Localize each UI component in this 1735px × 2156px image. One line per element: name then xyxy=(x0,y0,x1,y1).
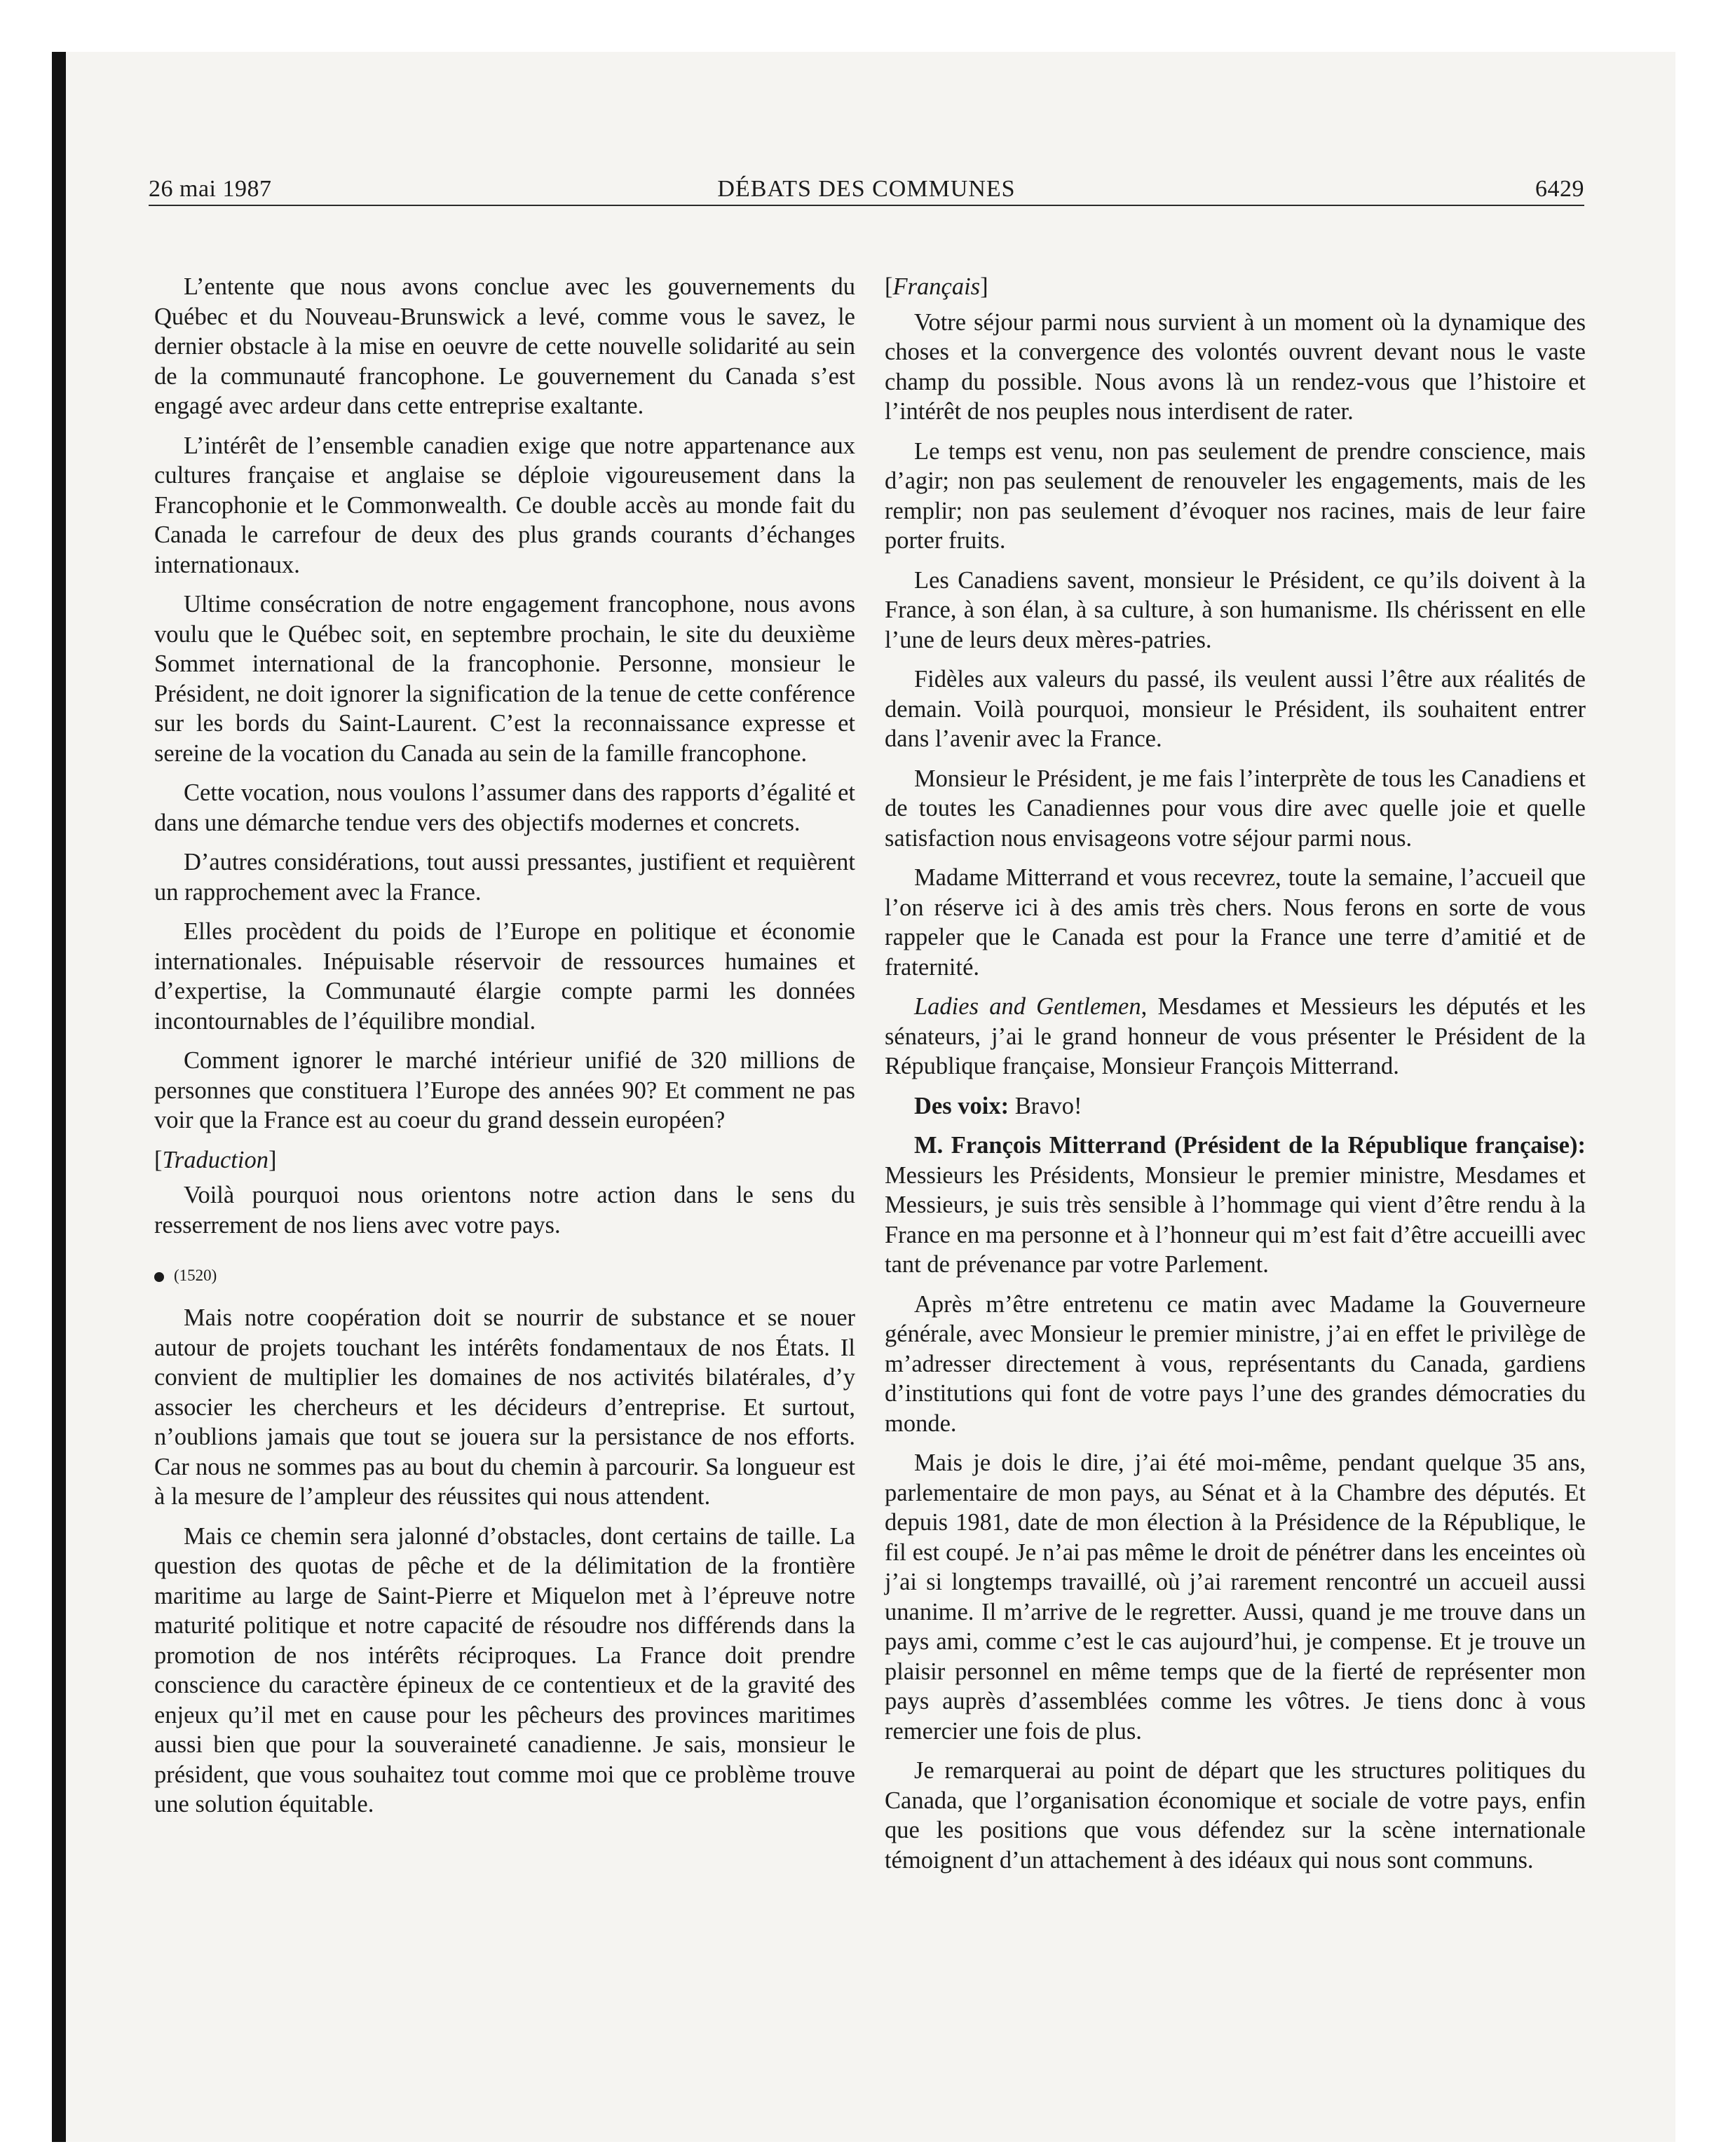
english-phrase: Ladies and Gentlemen xyxy=(914,993,1141,1020)
bracket-open: [ xyxy=(154,1146,163,1173)
bracket-close: ] xyxy=(980,273,988,300)
paragraph: Monsieur le Président, je me fais l’interprète de tous les Canadiens et de toutes les Canadiennes pour vous dire avec quelle joie et quelle satisfaction nous envisageons votre séjour parmi nous. xyxy=(885,765,1586,852)
speaker-name: M. François Mitterrand xyxy=(914,1132,1166,1159)
tag-word: Traduction xyxy=(162,1146,268,1173)
paragraph: Madame Mitterrand et vous recevrez, toute la semaine, l’accueil que l’on réserve ici à des amis très chers. Nous ferons en sorte de vous rappeler que le Canada est pour la France une terre d’amitié et de fraternité. xyxy=(885,864,1586,981)
paragraph: Le temps est venu, non pas seulement de prendre conscience, mais d’agir; non pas seulement de renouveler les engagements, mais de les remplir; non pas seulement d’évoquer nos racines, mais de leur faire porter fruits. xyxy=(885,437,1586,554)
paragraph: Je remarquerai au point de départ que les structures politiques du Canada, que l’organisation économique et sociale de votre pays, enfin que les positions que vous défendez sur la scène internationale témoignent d’un attachement à des idéaux qui nous sont communs. xyxy=(885,1757,1586,1874)
paragraph: Ultime consécration de notre engagement francophone, nous avons voulu que le Québec soit, en septembre prochain, le site du deuxième Sommet international de la francophonie. Personne, monsieur le Président, ne doit ignorer la signification de la tenue de cette conférence sur les bords du Saint-Laurent. C’est la reconnaissance expresse et sereine de la vocation du Canada au sein de la famille francophone. xyxy=(154,591,855,767)
speaker-text: Bravo! xyxy=(1009,1092,1082,1119)
right-column xyxy=(885,272,1586,1885)
paren-open: ( xyxy=(1166,1132,1183,1159)
page-number: 6429 xyxy=(1535,176,1584,202)
speech-opening xyxy=(885,1131,1586,1280)
paragraph: Mais notre coopération doit se nourrir de substance et se nouer autour de projets touchant les intérêts fondamentaux de nos États. Il convient de multiplier les domaines de nos activités bilatérales, d’y associer les chercheurs et les décideurs d’entreprise. Et surtout, n’oublions jamais que tout se jouera sur la persistance de nos efforts. Car nous ne sommes pas au bout du chemin à parcourir. Sa longueur est à la mesure de l’ampleur des réussites qui nous attendent. xyxy=(154,1304,855,1510)
left-column xyxy=(154,272,855,1829)
paragraph xyxy=(885,992,1586,1082)
paragraph-text: , Mesdames et Messieurs les députés et les sénateurs, j’ai le grand honneur de vous présenter le Président de la République française, Monsieur François Mitterrand. xyxy=(885,993,1586,1079)
time-marker-text: (1520) xyxy=(174,1267,217,1284)
speaker-line xyxy=(885,1091,1586,1121)
speech-text: Messieurs les Présidents, Monsieur le premier ministre, Mesdames et Messieurs, je suis très sensible à l’hommage qui vient d’être rendu à la France en ma personne et à l’honneur qui m’est fait d’être accueilli avec tant de prévenance par votre Parlement. xyxy=(885,1161,1586,1278)
translation-tag xyxy=(154,1145,855,1175)
speaker-label: Des voix: xyxy=(914,1092,1009,1119)
paren-close: ): xyxy=(1570,1132,1586,1159)
paragraph: Elles procèdent du poids de l’Europe en politique et économie internationales. Inépuisable réservoir de ressources humaines et d’expertise, la Communauté élargie compte parmi les données incontournables de l’équilibre mondial. xyxy=(154,918,855,1035)
paragraph: Voilà pourquoi nous orientons notre action dans le sens du resserrement de nos liens avec votre pays. xyxy=(154,1182,855,1239)
bullet-icon xyxy=(154,1272,164,1282)
tag-word: Français xyxy=(892,273,981,300)
paragraph: D’autres considérations, tout aussi pressantes, justifient et requièrent un rapprochement avec la France. xyxy=(154,849,855,906)
paragraph: L’entente que nous avons conclue avec les gouvernements du Québec et du Nouveau-Brunswick a levé, comme vous le savez, le dernier obstacle à la mise en oeuvre de cette nouvelle solidarité au sein de la communauté francophone. Le gouvernement du Canada s’est engagé avec ardeur dans cette entreprise exaltante. xyxy=(154,273,855,419)
paragraph: Votre séjour parmi nous survient à un moment où la dynamique des choses et la convergence des volontés ouvrent devant nous le vaste champ du possible. Nous avons là un rendez-vous que l’histoire et l’intérêt de nos peuples nous interdisent de rater. xyxy=(885,308,1586,425)
header-title: DÉBATS DES COMMUNES xyxy=(717,176,1016,202)
speaker-role: Président de la République française xyxy=(1182,1132,1570,1159)
paragraph: Mais ce chemin sera jalonné d’obstacles, dont certains de taille. La question des quotas de pêche et de la délimitation de la frontière maritime au large de Saint-Pierre et Miquelon met à l’épreuve notre maturité politique et notre capacité de résoudre nos différends dans la promotion de nos intérêts réciproques. La France doit prendre conscience du caractère épineux de ce contentieux et de la gravité des enjeux qu’il met en cause pour les pêcheurs des provinces maritimes aussi bien que pour la souveraineté canadienne. Je sais, monsieur le président, que vous souhaitez tout comme moi que ce problème trouve une solution équitable. xyxy=(154,1522,855,1817)
paragraph: Mais je dois le dire, j’ai été moi-même, pendant quelque 35 ans, parlementaire de mon pays, au Sénat et à la Chambre des députés. Et depuis 1981, date de mon élection à la Présidence de la République, le fil est coupé. Je n’ai pas même le droit de pénétrer dans les enceintes où j’ai si longtemps travaillé, où j’ai rarement rencontré un accueil aussi unanime. Il m’arrive de le regretter. Aussi, quand je me trouve dans un pays ami, comme c’est le cas aujourd’hui, je compense. Et je trouve un plaisir personnel en même temps que de la fierté de représenter mon pays auprès d’assemblées comme les vôtres. Je tiens donc à vous remercier une fois de plus. xyxy=(885,1449,1586,1745)
paragraph: Après m’être entretenu ce matin avec Madame la Gouverneure générale, avec Monsieur le premier ministre, j’ai en effet le privilège de m’adresser directement à vous, représentants du Canada, gardiens d’institutions qui font de votre pays l’une des grandes démocraties du monde. xyxy=(885,1290,1586,1437)
header-date: 26 mai 1987 xyxy=(149,176,272,202)
bracket-open: [ xyxy=(885,273,893,300)
language-tag xyxy=(885,272,1586,302)
time-marker xyxy=(154,1265,855,1286)
bracket-close: ] xyxy=(268,1146,277,1173)
paragraph: Comment ignorer le marché intérieur unifié de 320 millions de personnes que constituera l’Europe des années 90? Et comment ne pas voir que la France est au coeur du grand dessein européen? xyxy=(154,1047,855,1133)
running-header xyxy=(149,174,1584,206)
paragraph: Fidèles aux valeurs du passé, ils veulent aussi l’être aux réalités de demain. Voilà pourquoi, monsieur le Président, ils souhaitent entrer dans l’avenir avec la France. xyxy=(885,666,1586,752)
paragraph: L’intérêt de l’ensemble canadien exige que notre appartenance aux cultures française et anglaise se déploie vigoureusement dans la Francophonie et le Commonwealth. Ce double accès au monde fait du Canada le carrefour de deux des plus grands courants d’échanges internationaux. xyxy=(154,432,855,578)
paragraph: Cette vocation, nous voulons l’assumer dans des rapports d’égalité et dans une démarche tendue vers des objectifs modernes et concrets. xyxy=(154,779,855,836)
paragraph: Les Canadiens savent, monsieur le Président, ce qu’ils doivent à la France, à son élan, à sa culture, à son humanisme. Ils chérissent en elle l’une de leurs deux mères-patries. xyxy=(885,566,1586,653)
